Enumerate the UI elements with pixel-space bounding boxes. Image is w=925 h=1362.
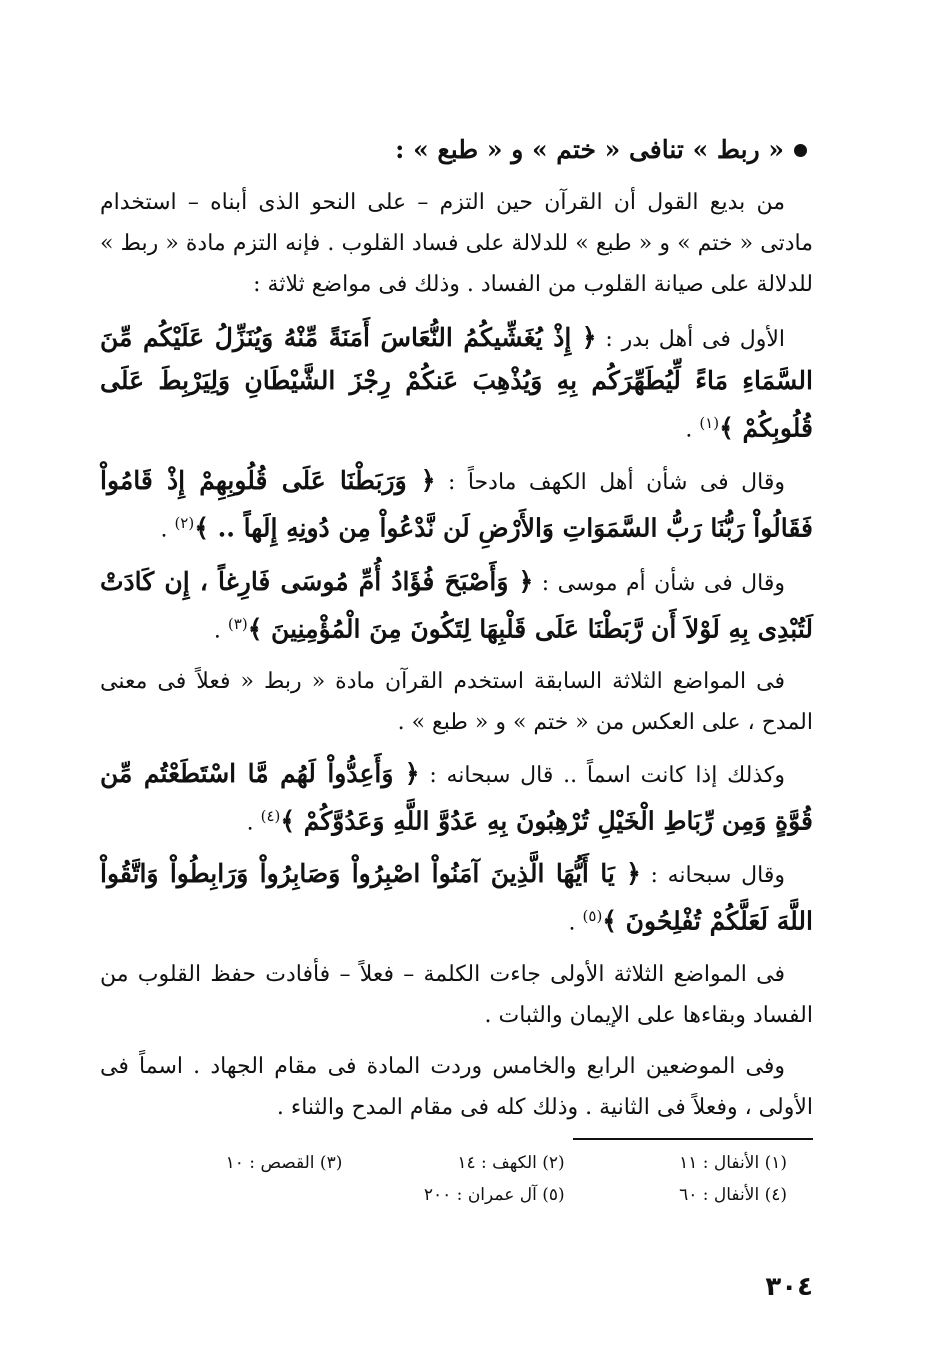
paragraph-text: . xyxy=(568,910,583,936)
paragraph-text: وقال سبحانه : xyxy=(640,863,785,889)
paragraph-text: وكذلك إذا كانت اسماً .. قال سبحانه : xyxy=(419,762,786,788)
footnote: (٣) القصص : ١٠ xyxy=(225,1152,343,1173)
paragraph xyxy=(100,954,813,1036)
page-number: ٣٠٤ xyxy=(765,1272,813,1302)
body-text xyxy=(100,182,813,1128)
paragraph-text: الأول فى أهل بدر : xyxy=(596,327,785,352)
footnote-marker: (٤) xyxy=(260,806,281,825)
paragraph-text: وفى الموضعين الرابع والخامس وردت المادة فى مقام الجهاد . اسماً فى الأولى ، وفعلاً فى الثانية . وذلك كله فى مقام المدح والثناء . xyxy=(100,1053,813,1120)
quran-verse: ﴿ إِذْ يُغَشِّيكُمُ النُّعَاسَ أَمَنَةً مِّنْهُ وَيُنَزِّلُ عَلَيْكُم مِّنَ السَّمَاءِ مَاءً لِّيُطَهِّرَكُم بِهِ وَيُذْهِبَ عَنكُمْ رِجْزَ الشَّيْطَانِ وَلِيَرْبِطَ عَلَى قُلُوبِكُمْ ﴾ xyxy=(100,323,813,443)
footnote: (١) الأنفال : ١١ xyxy=(679,1152,787,1173)
footnote: (٤) الأنفال : ٦٠ xyxy=(679,1184,787,1205)
paragraph-text: . xyxy=(246,810,261,836)
footnote xyxy=(130,1182,342,1208)
paragraph-text: . xyxy=(160,517,175,543)
paragraph-text: وقال فى شأن أم موسى : xyxy=(533,570,786,596)
footnote: (٢) الكهف : ١٤ xyxy=(457,1152,565,1173)
footnote: (٥) آل عمران : ٢٠٠ xyxy=(423,1184,565,1205)
paragraph xyxy=(100,317,813,450)
bullet-icon xyxy=(794,144,807,157)
footnote-divider xyxy=(573,1138,813,1140)
footnote-marker: (٥) xyxy=(582,907,603,926)
section-heading xyxy=(100,130,813,170)
paragraph xyxy=(100,753,813,843)
paragraph-text: وقال فى شأن أهل الكهف مادحاً : xyxy=(435,470,785,496)
section-heading-text: « ربط » تنافى « ختم » و « طبع » : xyxy=(395,135,784,164)
quran-verse: ﴿ وَرَبَطْنَا عَلَى قُلُوبِهِمْ إِذْ قَامُواْ فَقَالُواْ رَبُّنَا رَبُّ السَّمَوَاتِ وَالأَرْضِ لَن نَّدْعُواْ مِن دُونِهِ إِلَهاً .. ﴾ xyxy=(100,466,813,543)
paragraph-text: فى المواضع الثلاثة الأولى جاءت الكلمة – فعلاً – فأفادت حفظ القلوب من الفساد وبقاءها على الإيمان والثبات . xyxy=(100,961,813,1028)
paragraph xyxy=(100,460,813,550)
paragraph xyxy=(100,1046,813,1128)
paragraph-text: . xyxy=(213,617,228,643)
paragraph xyxy=(100,182,813,305)
footnote-marker: (٣) xyxy=(227,614,248,633)
quran-verse: ﴿ وَأَعِدُّواْ لَهُم مَّا اسْتَطَعْتُم مِّن قُوَّةٍ وَمِن رِّبَاطِ الْخَيْلِ تُرْهِبُونَ بِهِ عَدُوَّ اللَّهِ وَعَدُوَّكُمْ ﴾ xyxy=(100,758,813,836)
paragraph-text: من بديع القول أن القرآن حين التزم – على النحو الذى أبناه – استخدام مادتى « ختم » و « طبع » للدلالة على فساد القلوب . فإنه التزم مادة « ربط » للدلالة على صيانة القلوب من الفساد . وذلك فى مواضع ثلاثة : xyxy=(100,190,813,297)
footnotes xyxy=(100,1150,813,1208)
paragraph-text: . xyxy=(685,417,700,443)
footnote-marker: (١) xyxy=(699,414,720,432)
paragraph-text: فى المواضع الثلاثة السابقة استخدم القرآن مادة « ربط « فعلاً فى معنى المدح ، على العكس من « ختم » و « طبع » . xyxy=(100,668,813,735)
quran-verse: ﴿ يَا أَيُّهَا الَّذِينَ آمَنُواْ اصْبِرُواْ وَصَابِرُواْ وَرَابِطُواْ وَاتَّقُواْ اللَّهَ لَعَلَّكُمْ تُفْلِحُونَ ﴾ xyxy=(100,859,813,936)
quran-verse: ﴿ وَأَصْبَحَ فُؤَادُ أُمِّ مُوسَى فَارِغاً ، إِن كَادَتْ لَتُبْدِى بِهِ لَوْلاَ أَن رَّبَطْنَا عَلَى قَلْبِهَا لِتَكُونَ مِنَ الْمُؤْمِنِينَ ﴾ xyxy=(100,566,813,643)
paragraph xyxy=(100,561,813,651)
paragraph xyxy=(100,661,813,743)
footnote-marker: (٢) xyxy=(174,514,195,533)
paragraph xyxy=(100,853,813,943)
